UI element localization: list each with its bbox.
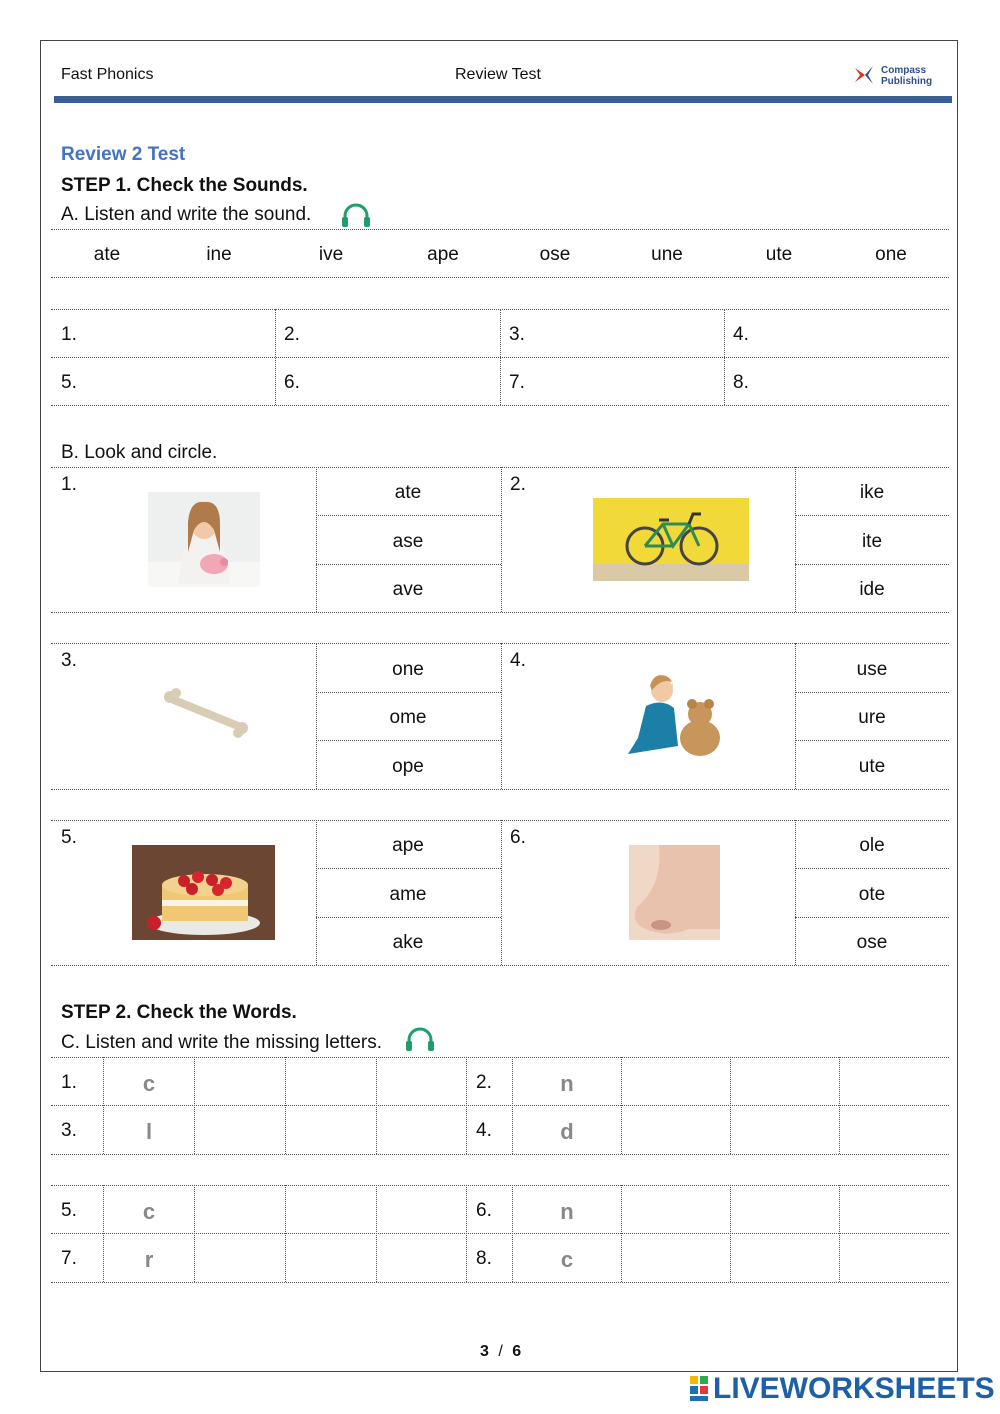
grid-line: [51, 1105, 949, 1106]
page-title: Review 2 Test: [61, 144, 186, 165]
header-left: Fast Phonics: [61, 66, 154, 83]
grid-line: [51, 1154, 949, 1155]
grid-line: [316, 820, 317, 965]
headphones-icon[interactable]: [405, 1027, 435, 1058]
given-letter: c: [560, 1247, 574, 1272]
given-letter: n: [560, 1199, 574, 1224]
answer-blank-7[interactable]: 7.: [509, 372, 525, 393]
girl-teddy-picture: [620, 668, 722, 760]
grid-line: [275, 309, 276, 405]
choice-option[interactable]: ide: [859, 579, 885, 600]
wordbank-item: one: [875, 244, 907, 265]
item-number: 5.: [61, 827, 77, 848]
given-letter: c: [142, 1199, 156, 1224]
liveworksheets-logo: [690, 1374, 710, 1402]
wordbank-item: ose: [539, 244, 571, 265]
grid-line: [51, 1057, 949, 1058]
answer-blank-8[interactable]: 8.: [733, 372, 749, 393]
grid-line: [795, 917, 949, 918]
answer-blank-6[interactable]: 6.: [284, 372, 300, 393]
header-center: Review Test: [455, 66, 541, 83]
grid-line: [724, 309, 725, 405]
choice-option[interactable]: ate: [394, 482, 422, 503]
grid-line: [316, 467, 317, 612]
grid-line: [51, 965, 949, 966]
word-number: 7.: [61, 1248, 77, 1269]
word-number: 2.: [476, 1072, 492, 1093]
grid-line: [795, 515, 949, 516]
choice-option[interactable]: ame: [389, 884, 427, 905]
svg-text:Compass: Compass: [881, 65, 927, 76]
grid-line: [51, 1233, 949, 1234]
grid-line: [51, 467, 949, 468]
grid-line: [376, 1185, 377, 1282]
word-number: 1.: [61, 1072, 77, 1093]
grid-line: [512, 1185, 513, 1282]
page-separator: /: [498, 1343, 503, 1360]
grid-line: [795, 820, 796, 965]
grid-line: [51, 1282, 949, 1283]
choice-option[interactable]: ike: [859, 482, 885, 503]
grid-line: [621, 1057, 622, 1154]
choice-option[interactable]: use: [856, 659, 888, 680]
page-number: [480, 1343, 521, 1361]
grid-line: [316, 643, 317, 789]
answer-blank-5[interactable]: 5.: [61, 372, 77, 393]
word-number: 3.: [61, 1120, 77, 1141]
wordbank-item: ute: [765, 244, 793, 265]
grid-line: [466, 1057, 467, 1154]
grid-line: [501, 643, 502, 789]
given-letter: d: [560, 1119, 574, 1144]
choice-option[interactable]: ite: [861, 531, 883, 552]
wordbank-item: ive: [318, 244, 344, 265]
grid-line: [316, 515, 501, 516]
item-number: 4.: [510, 650, 526, 671]
grid-line: [795, 692, 949, 693]
answer-blank-4[interactable]: 4.: [733, 324, 749, 345]
grid-line: [512, 1057, 513, 1154]
grid-line: [730, 1057, 731, 1154]
word-number: 8.: [476, 1248, 492, 1269]
grid-line: [795, 564, 949, 565]
grid-line: [285, 1057, 286, 1154]
choice-option[interactable]: ake: [392, 932, 424, 953]
wordbank-bottom-line: [51, 277, 949, 278]
choice-option[interactable]: ose: [856, 932, 888, 953]
header-rule: [54, 96, 952, 103]
item-number: 3.: [61, 650, 77, 671]
answer-blank-2[interactable]: 2.: [284, 324, 300, 345]
choice-option[interactable]: ome: [389, 707, 427, 728]
grid-line: [839, 1185, 840, 1282]
choice-option[interactable]: ave: [392, 579, 424, 600]
grid-line: [316, 692, 501, 693]
strawberry-cake-picture: [132, 845, 275, 940]
grid-line: [795, 868, 949, 869]
grid-line: [839, 1057, 840, 1154]
given-letter: l: [145, 1119, 153, 1144]
step2-heading: STEP 2. Check the Words.: [61, 1002, 297, 1023]
grid-line: [795, 740, 949, 741]
item-number: 1.: [61, 474, 77, 495]
grid-line: [51, 405, 949, 406]
grid-line: [466, 1185, 467, 1282]
nose-picture: [629, 845, 720, 940]
choice-option[interactable]: ase: [392, 531, 424, 552]
choice-option[interactable]: ole: [859, 835, 885, 856]
partC-instruction: C. Listen and write the missing letters.: [61, 1032, 383, 1053]
grid-line: [795, 467, 796, 612]
choice-option[interactable]: one: [392, 659, 424, 680]
partB-instruction: B. Look and circle.: [61, 442, 218, 463]
word-number: 4.: [476, 1120, 492, 1141]
wordbank-item: ate: [93, 244, 121, 265]
given-letter: n: [560, 1071, 574, 1096]
wordbank-item: une: [651, 244, 683, 265]
word-number: 5.: [61, 1200, 77, 1221]
partA-instruction: A. Listen and write the sound.: [61, 204, 312, 225]
grid-line: [501, 467, 502, 612]
grid-line: [376, 1057, 377, 1154]
answer-blank-1[interactable]: 1.: [61, 324, 77, 345]
grid-line: [194, 1057, 195, 1154]
page-total: 6: [512, 1343, 522, 1360]
answer-blank-3[interactable]: 3.: [509, 324, 525, 345]
choice-option[interactable]: ape: [392, 835, 424, 856]
grid-line: [621, 1185, 622, 1282]
choice-option[interactable]: ote: [858, 884, 886, 905]
page-current: 3: [480, 1343, 489, 1360]
choice-option[interactable]: ope: [392, 756, 424, 777]
grid-line: [500, 309, 501, 405]
compass-logo: [853, 62, 953, 93]
bike-picture: [593, 498, 749, 581]
wordbank-top-line: [51, 229, 949, 230]
grid-line: [51, 1185, 949, 1186]
bone-picture: [160, 688, 252, 738]
wordbank-item: ine: [206, 244, 232, 265]
grid-line: [316, 868, 501, 869]
grid-line: [194, 1185, 195, 1282]
given-letter: c: [142, 1071, 156, 1096]
grid-line: [316, 740, 501, 741]
grid-line: [51, 789, 949, 790]
choice-option[interactable]: ure: [858, 707, 886, 728]
step1-heading: STEP 1. Check the Sounds.: [61, 175, 308, 196]
grid-line: [501, 820, 502, 965]
wordbank-item: ape: [427, 244, 459, 265]
watermark-text: LIVEWORKSHEETS: [713, 1372, 995, 1405]
girl-piggy-bank-picture: [148, 492, 260, 587]
grid-line: [51, 643, 949, 644]
grid-line: [316, 564, 501, 565]
grid-line: [51, 612, 949, 613]
given-letter: r: [144, 1247, 154, 1272]
svg-text:Publishing: Publishing: [881, 76, 933, 87]
choice-option[interactable]: ute: [858, 756, 886, 777]
grid-line: [285, 1185, 286, 1282]
word-number: 6.: [476, 1200, 492, 1221]
grid-line: [795, 643, 796, 789]
item-number: 2.: [510, 474, 526, 495]
item-number: 6.: [510, 827, 526, 848]
grid-line: [316, 917, 501, 918]
grid-line: [730, 1185, 731, 1282]
grid-line: [51, 820, 949, 821]
